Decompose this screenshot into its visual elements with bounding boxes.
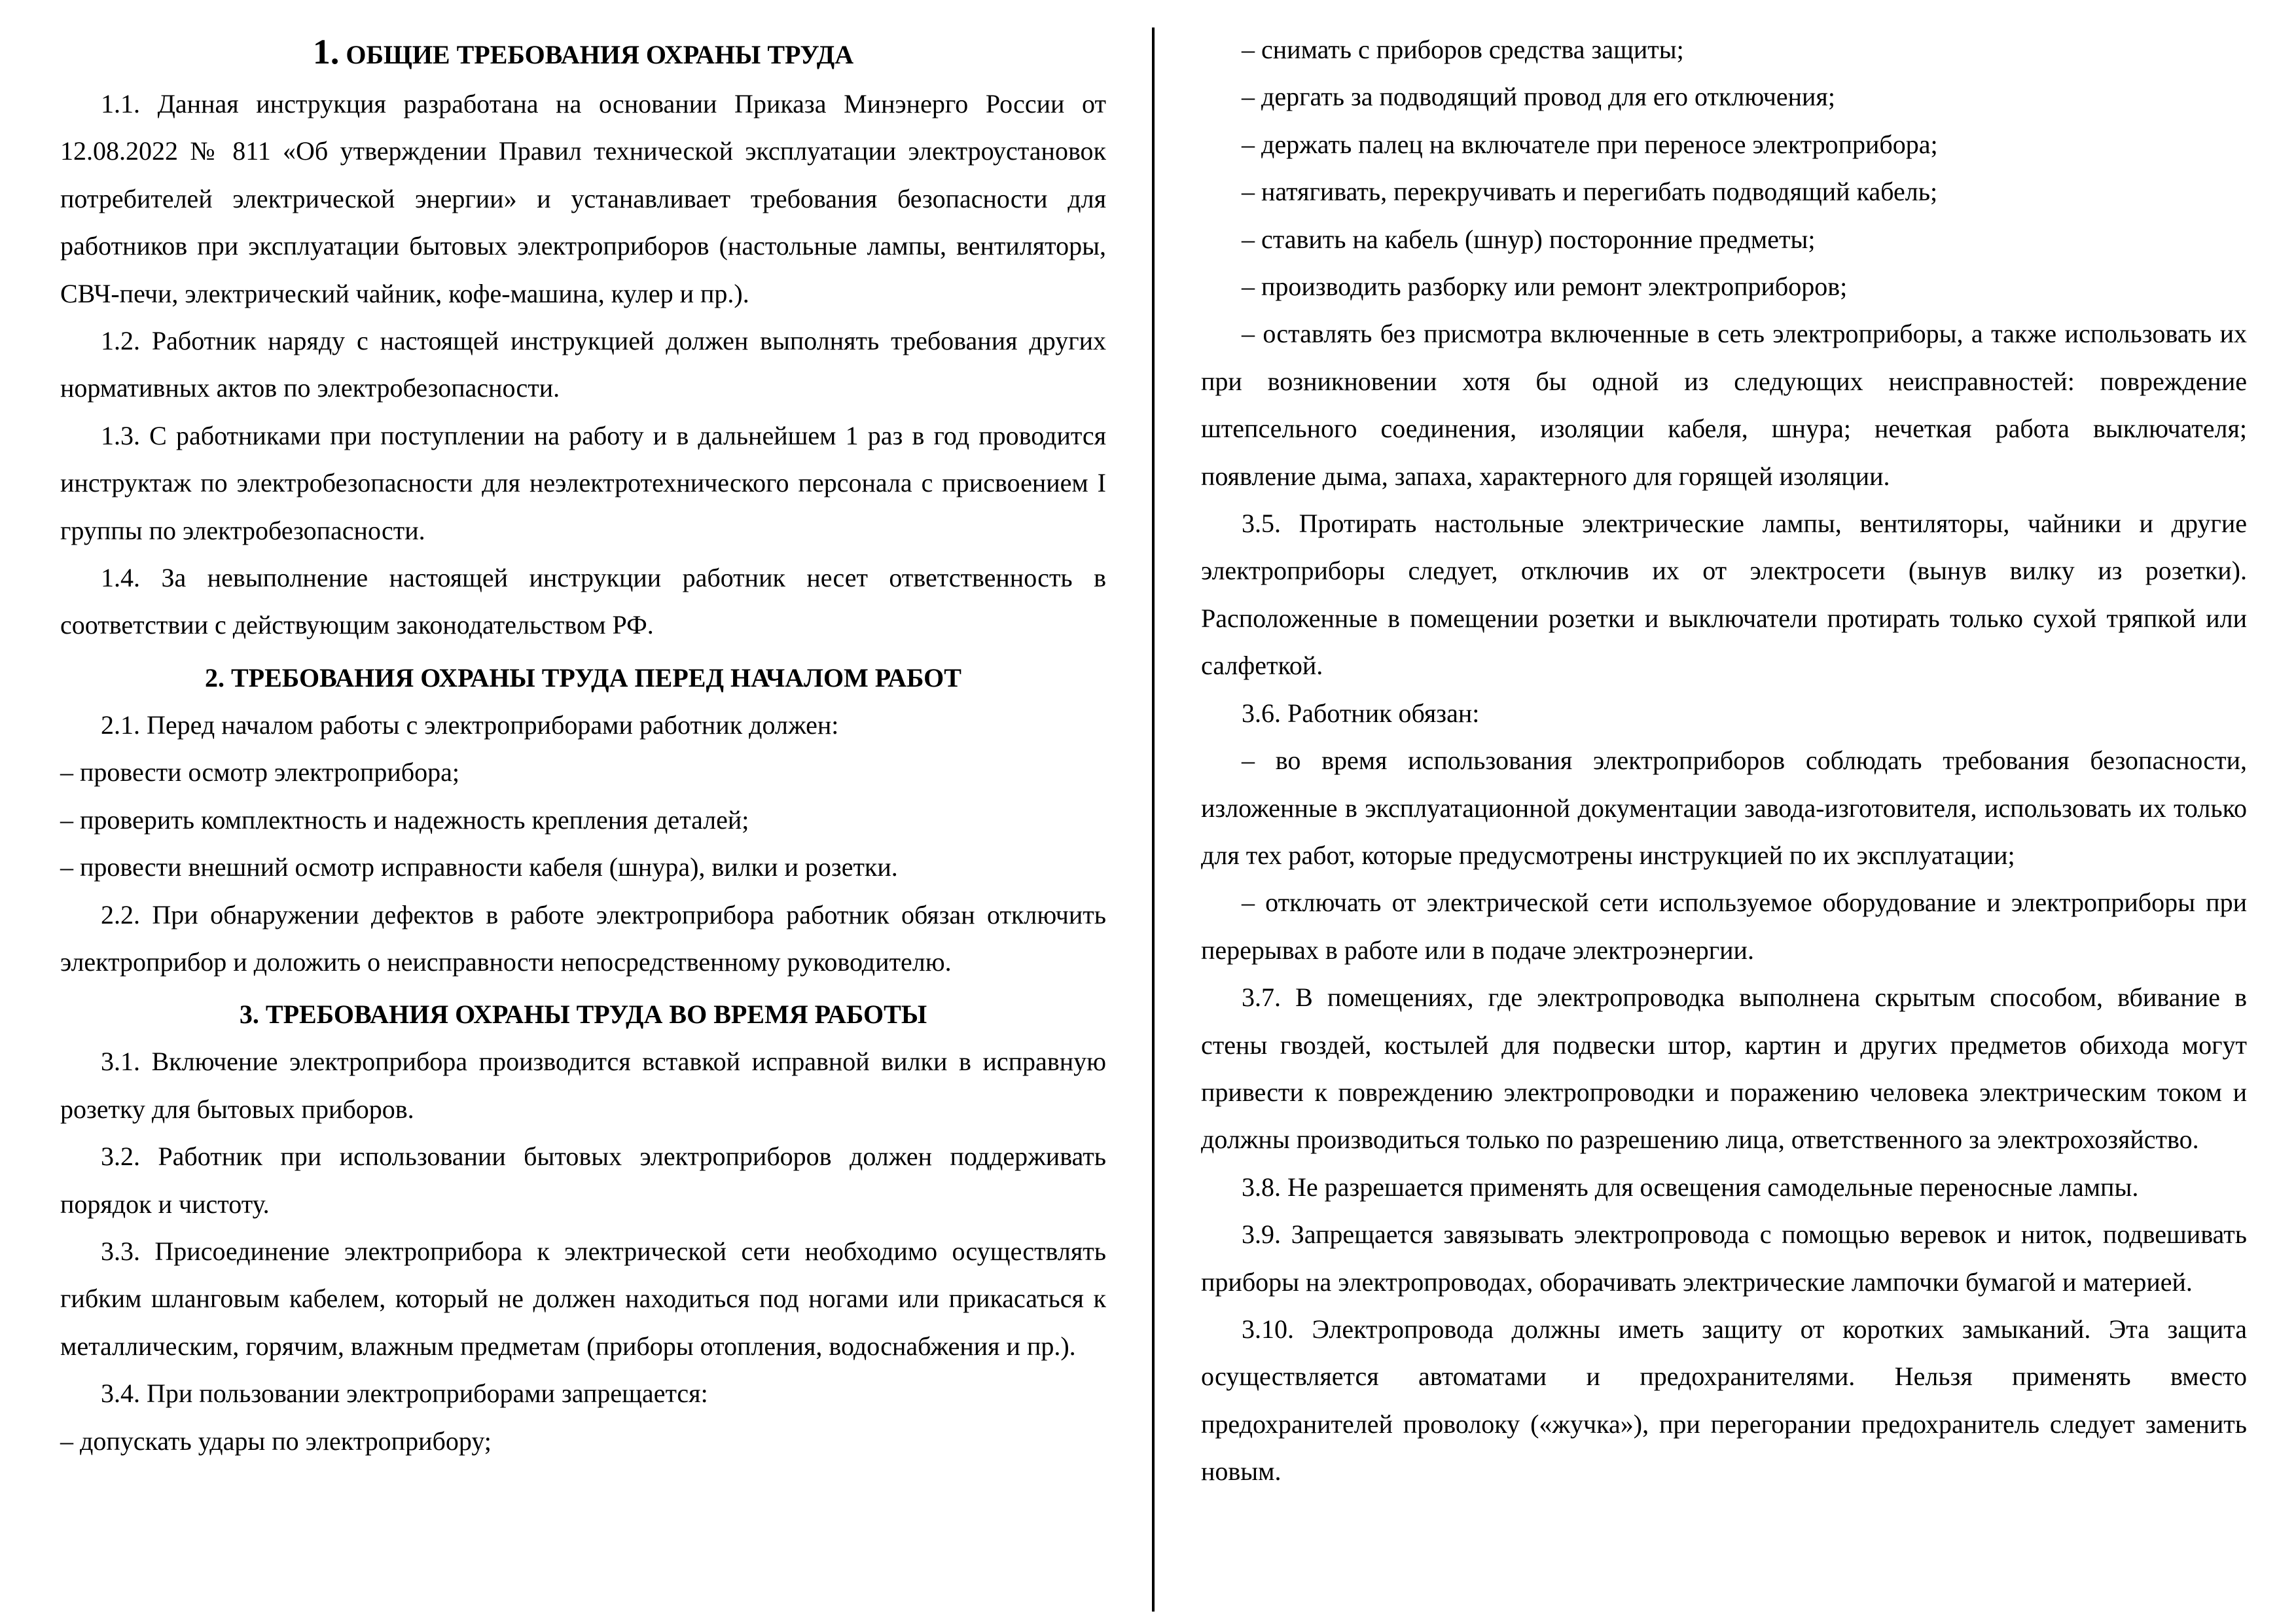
list-item: – производить разборку или ремонт электроприборов; [1242, 272, 1848, 302]
section-1-number: 1. [312, 32, 340, 71]
list-item: – оставлять без присмотра включенные в сеть электроприборы, а также использовать их при возникновении хотя бы одной из следующих неисправностей: повреждение штепсельного соединения, изоляции кабеля, шнура; нечеткая работа выключателя; появление дыма, запаха, характерного для горящей изоляции. [1201, 319, 2247, 491]
paragraph-3-4: 3.4. При пользовании электроприборами запрещается: [101, 1379, 708, 1409]
list-item: – ставить на кабель (шнур) посторонние предметы; [1242, 224, 1816, 254]
section-2-heading: 2. ТРЕБОВАНИЯ ОХРАНЫ ТРУДА ПЕРЕД НАЧАЛОМ РАБОТ [205, 662, 961, 693]
paragraph-3-9: 3.9. Запрещается завязывать электропровода с помощью веревок и ниток, подвешивать приборы на электропроводах, оборачивать электрические лампочки бумагой и материей. [1201, 1219, 2247, 1297]
paragraph-3-6: 3.6. Работник обязан: [1242, 698, 1480, 728]
list-item: – снимать с приборов средства защиты; [1242, 35, 1684, 64]
list-item: – отключать от электрической сети используемое оборудование и электроприборы при перерывах в работе или в подаче электроэнергии. [1201, 888, 2247, 965]
list-item: – допускать удары по электроприбору; [60, 1426, 492, 1456]
list-item: – проверить комплектность и надежность крепления деталей; [60, 804, 749, 835]
list-item: – провести осмотр электроприбора; [60, 757, 460, 787]
paragraph-1-4: 1.4. За невыполнение настоящей инструкции работник несет ответственность в соответствии с действующим законодательством РФ. [60, 563, 1106, 640]
paragraph-1-1: 1.1. Данная инструкция разработана на основании Приказа Минэнерго России от 12.08.2022 № 811 «Об утверждении Правил технической эксплуатации электроустановок потребителей электрической энергии» и устанавливает требования безопасности для работников при эксплуатации бытовых электроприборов (настольные лампы, вентиляторы, СВЧ-печи, электрический чайник, кофе-машина, кулер и пр.). [60, 89, 1106, 308]
paragraph-3-3: 3.3. Присоединение электроприбора к электрической сети необходимо осуществлять гибким шланговым кабелем, который не должен находиться под ногами или прикасаться к металлическим, горячим, влажным предметам (приборы отопления, водоснабжения и пр.). [60, 1236, 1106, 1361]
list-item: – держать палец на включателе при переносе электроприбора; [1242, 129, 1938, 159]
section-1-title: ОБЩИЕ ТРЕБОВАНИЯ ОХРАНЫ ТРУДА [346, 40, 854, 69]
column-divider [1152, 27, 1155, 1612]
paragraph-3-5: 3.5. Протирать настольные электрические лампы, вентиляторы, чайники и другие электроприборы следует, отключив их от электросети (вынув вилку из розетки). Расположенные в помещении розетки и выключатели протирать только сухой тряпкой или салфеткой. [1201, 509, 2247, 681]
left-column [60, 26, 1106, 1465]
paragraph-1-3: 1.3. С работниками при поступлении на работу и в дальнейшем 1 раз в год проводится инструктаж по электробезопасности для неэлектротехнического персонала с присвоением I группы по электробезопасности. [60, 420, 1106, 545]
list-item: – во время использования электроприборов соблюдать требования безопасности, изложенные в эксплуатационной документации завода-изготовителя, использовать их только для тех работ, которые предусмотрены инструкцией по их эксплуатации; [1201, 746, 2247, 870]
paragraph-1-2: 1.2. Работник наряду с настоящей инструкцией должен выполнять требования других нормативных актов по электробезопасности. [60, 326, 1106, 403]
section-3-heading: 3. ТРЕБОВАНИЯ ОХРАНЫ ТРУДА ВО ВРЕМЯ РАБОТЫ [239, 1000, 927, 1030]
section-1-heading [60, 26, 1106, 81]
paragraph-3-2: 3.2. Работник при использовании бытовых электроприборов должен поддерживать порядок и чистоту. [60, 1142, 1106, 1219]
list-item: – провести внешний осмотр исправности кабеля (шнура), вилки и розетки. [60, 852, 898, 882]
right-column [1201, 26, 2247, 1496]
list-item: – дергать за подводящий провод для его отключения; [1242, 82, 1835, 112]
paragraph-2-1: 2.1. Перед началом работы с электроприборами работник должен: [101, 710, 839, 740]
list-item: – натягивать, перекручивать и перегибать подводящий кабель; [1242, 177, 1938, 207]
paragraph-3-10: 3.10. Электропровода должны иметь защиту от коротких замыканий. Эта защита осуществляется автоматами и предохранителями. Нельзя применять вместо предохранителей проволоку («жучка»), при перегорании предохранитель следует заменить новым. [1201, 1314, 2247, 1487]
paragraph-3-1: 3.1. Включение электроприбора производится вставкой исправной вилки в исправную розетку для бытовых приборов. [60, 1047, 1106, 1124]
paragraph-3-7: 3.7. В помещениях, где электропроводка выполнена скрытым способом, вбивание в стены гвоздей, костылей для подвески штор, картин и других предметов обихода могут привести к повреждению электропроводки и поражению человека электрическим током и должны производиться только по разрешению лица, ответственного за электрохозяйство. [1201, 983, 2247, 1155]
paragraph-2-2: 2.2. При обнаружении дефектов в работе электроприбора работник обязан отключить электроприбор и доложить о неисправности непосредственному руководителю. [60, 899, 1106, 977]
paragraph-3-8: 3.8. Не разрешается применять для освещения самодельные переносные лампы. [1242, 1172, 2139, 1202]
